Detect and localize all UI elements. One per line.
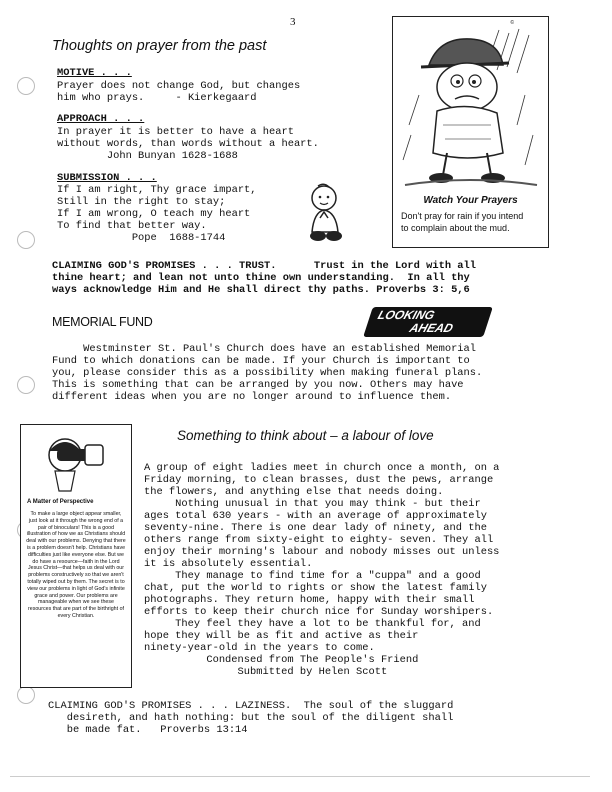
approach-line-2: without words, than words without a heart. xyxy=(57,138,319,150)
submission-label: SUBMISSION . . . xyxy=(57,172,157,184)
prayer-section-title: Thoughts on prayer from the past xyxy=(52,38,267,54)
labour-line-12: photographs. They return home, happy with their small xyxy=(144,594,475,606)
cartoon-caption-line-2: to complain about the mud. xyxy=(401,223,510,233)
cartoon-title: Watch Your Prayers xyxy=(423,195,518,206)
labour-line-8: enjoy their morning's labour and nobody misses out unless xyxy=(144,546,500,558)
copyright-mark: © xyxy=(510,20,514,26)
labour-article-title: Something to think about – a labour of love xyxy=(177,428,434,443)
labour-line-6: seventy-nine. There is one dear lady of ninety, and the xyxy=(144,522,487,534)
binoculars-illustration xyxy=(35,431,119,495)
memorial-line-2: Fund to which donations can be made. If your Church is important to xyxy=(52,355,470,367)
labour-line-15: hope they will be as fit and active as their xyxy=(144,630,419,642)
approach-line-1: In prayer it is better to have a heart xyxy=(57,126,294,138)
labour-line-3: the flowers, and anything else that needs doing. xyxy=(144,486,444,498)
labour-line-4: Nothing unusual in that you may think - but their xyxy=(144,498,481,510)
binder-hole xyxy=(17,686,35,704)
labour-line-7: others range from sixty-eight to eighty- seven. They all xyxy=(144,534,494,546)
labour-line-17: Condensed from The People's Friend xyxy=(144,654,419,666)
labour-line-11: chat, put the world to rights or show the latest family xyxy=(144,582,487,594)
looking-ahead-word-2: AHEAD xyxy=(407,321,455,335)
cartoon-caption-line-1: Don't pray for rain if you intend xyxy=(401,211,524,221)
memorial-line-1: Westminster St. Paul's Church does have an established Memorial xyxy=(52,343,477,355)
labour-line-5: ages total 630 years - with an average of approximately xyxy=(144,510,487,522)
labour-line-9: it is absolutely essential. xyxy=(144,558,313,570)
claiming-trust-line-3: ways acknowledge Him and He shall direct thy paths. Proverbs 3: 5,6 xyxy=(52,284,470,296)
binder-hole xyxy=(17,231,35,249)
approach-label: APPROACH . . . xyxy=(57,113,145,125)
motive-line-1: Prayer does not change God, but changes xyxy=(57,80,301,92)
looking-ahead-badge xyxy=(363,307,493,337)
labour-line-18: Submitted by Helen Scott xyxy=(144,666,388,678)
labour-line-16: ninety-year-old in the years to come. xyxy=(144,642,375,654)
submission-line-3: If I am wrong, O teach my heart xyxy=(57,208,251,220)
submission-line-1: If I am right, Thy grace impart, xyxy=(57,184,257,196)
perspective-body: To make a large object appear smaller, just look at it through the wrong end of a pair of binoculars! This is a good illustration of how we as Christians should deal with our problems. Denying that there is a problem doesn't help. Christians have difficulties just like everyone else. But we do have a resource—faith in the Lord Jesus Christ—that helps us deal with our problems constructively so that we aren't totally wiped out by them. The secret is to view our problems in light of God's infinite grace and power. Our problems are manageable when we see these resources that are part of the birthright of every Christian. xyxy=(26,511,126,619)
submission-line-2: Still in the right to stay; xyxy=(57,196,226,208)
matter-of-perspective-box xyxy=(20,424,132,688)
motive-label: MOTIVE . . . xyxy=(57,67,132,79)
rain-character-illustration xyxy=(399,25,541,190)
claiming-laziness-line-3: be made fat. Proverbs 13:14 xyxy=(48,724,248,736)
labour-line-10: They manage to find time for a "cuppa" and a good xyxy=(144,570,481,582)
labour-line-14: They feel they have a lot to be thankful for, and xyxy=(144,618,481,630)
labour-line-1: A group of eight ladies meet in church once a month, on a xyxy=(144,462,500,474)
submission-line-4: To find that better way. xyxy=(57,220,207,232)
claiming-laziness-line-1: CLAIMING GOD'S PROMISES . . . LAZINESS. The soul of the sluggard xyxy=(48,700,454,712)
approach-line-3: John Bunyan 1628-1688 xyxy=(57,150,238,162)
perspective-title: A Matter of Perspective xyxy=(27,499,94,505)
watch-your-prayers-cartoon xyxy=(392,16,549,248)
memorial-line-4: This is something that can be arranged by you now. Others may have xyxy=(52,379,464,391)
binder-hole xyxy=(17,376,35,394)
memorial-line-5: different ideas when you are no longer around to influence them. xyxy=(52,391,452,403)
praying-child-illustration xyxy=(302,182,348,244)
looking-ahead-word-1: LOOKING xyxy=(376,308,437,322)
page-number: 3 xyxy=(290,16,296,28)
labour-line-13: efforts to keep their church nice for Sunday worshipers. xyxy=(144,606,494,618)
claiming-trust-line-1: CLAIMING GOD'S PROMISES . . . TRUST. Trust in the Lord with all xyxy=(52,260,477,272)
claiming-trust-line-2: thine heart; and lean not unto thine own understanding. In all thy xyxy=(52,272,470,284)
binder-hole xyxy=(17,77,35,95)
memorial-fund-heading: MEMORIAL FUND xyxy=(52,315,153,329)
memorial-line-3: you, please consider this as a possibility when making funeral plans. xyxy=(52,367,483,379)
submission-line-5: Pope 1688-1744 xyxy=(57,232,226,244)
claiming-laziness-line-2: desireth, and hath nothing: but the soul of the diligent shall xyxy=(48,712,454,724)
motive-line-2: him who prays. - Kierkegaard xyxy=(57,92,257,104)
page-bottom-edge xyxy=(10,776,590,777)
labour-line-2: Friday morning, to clean brasses, dust the pews, arrange xyxy=(144,474,494,486)
